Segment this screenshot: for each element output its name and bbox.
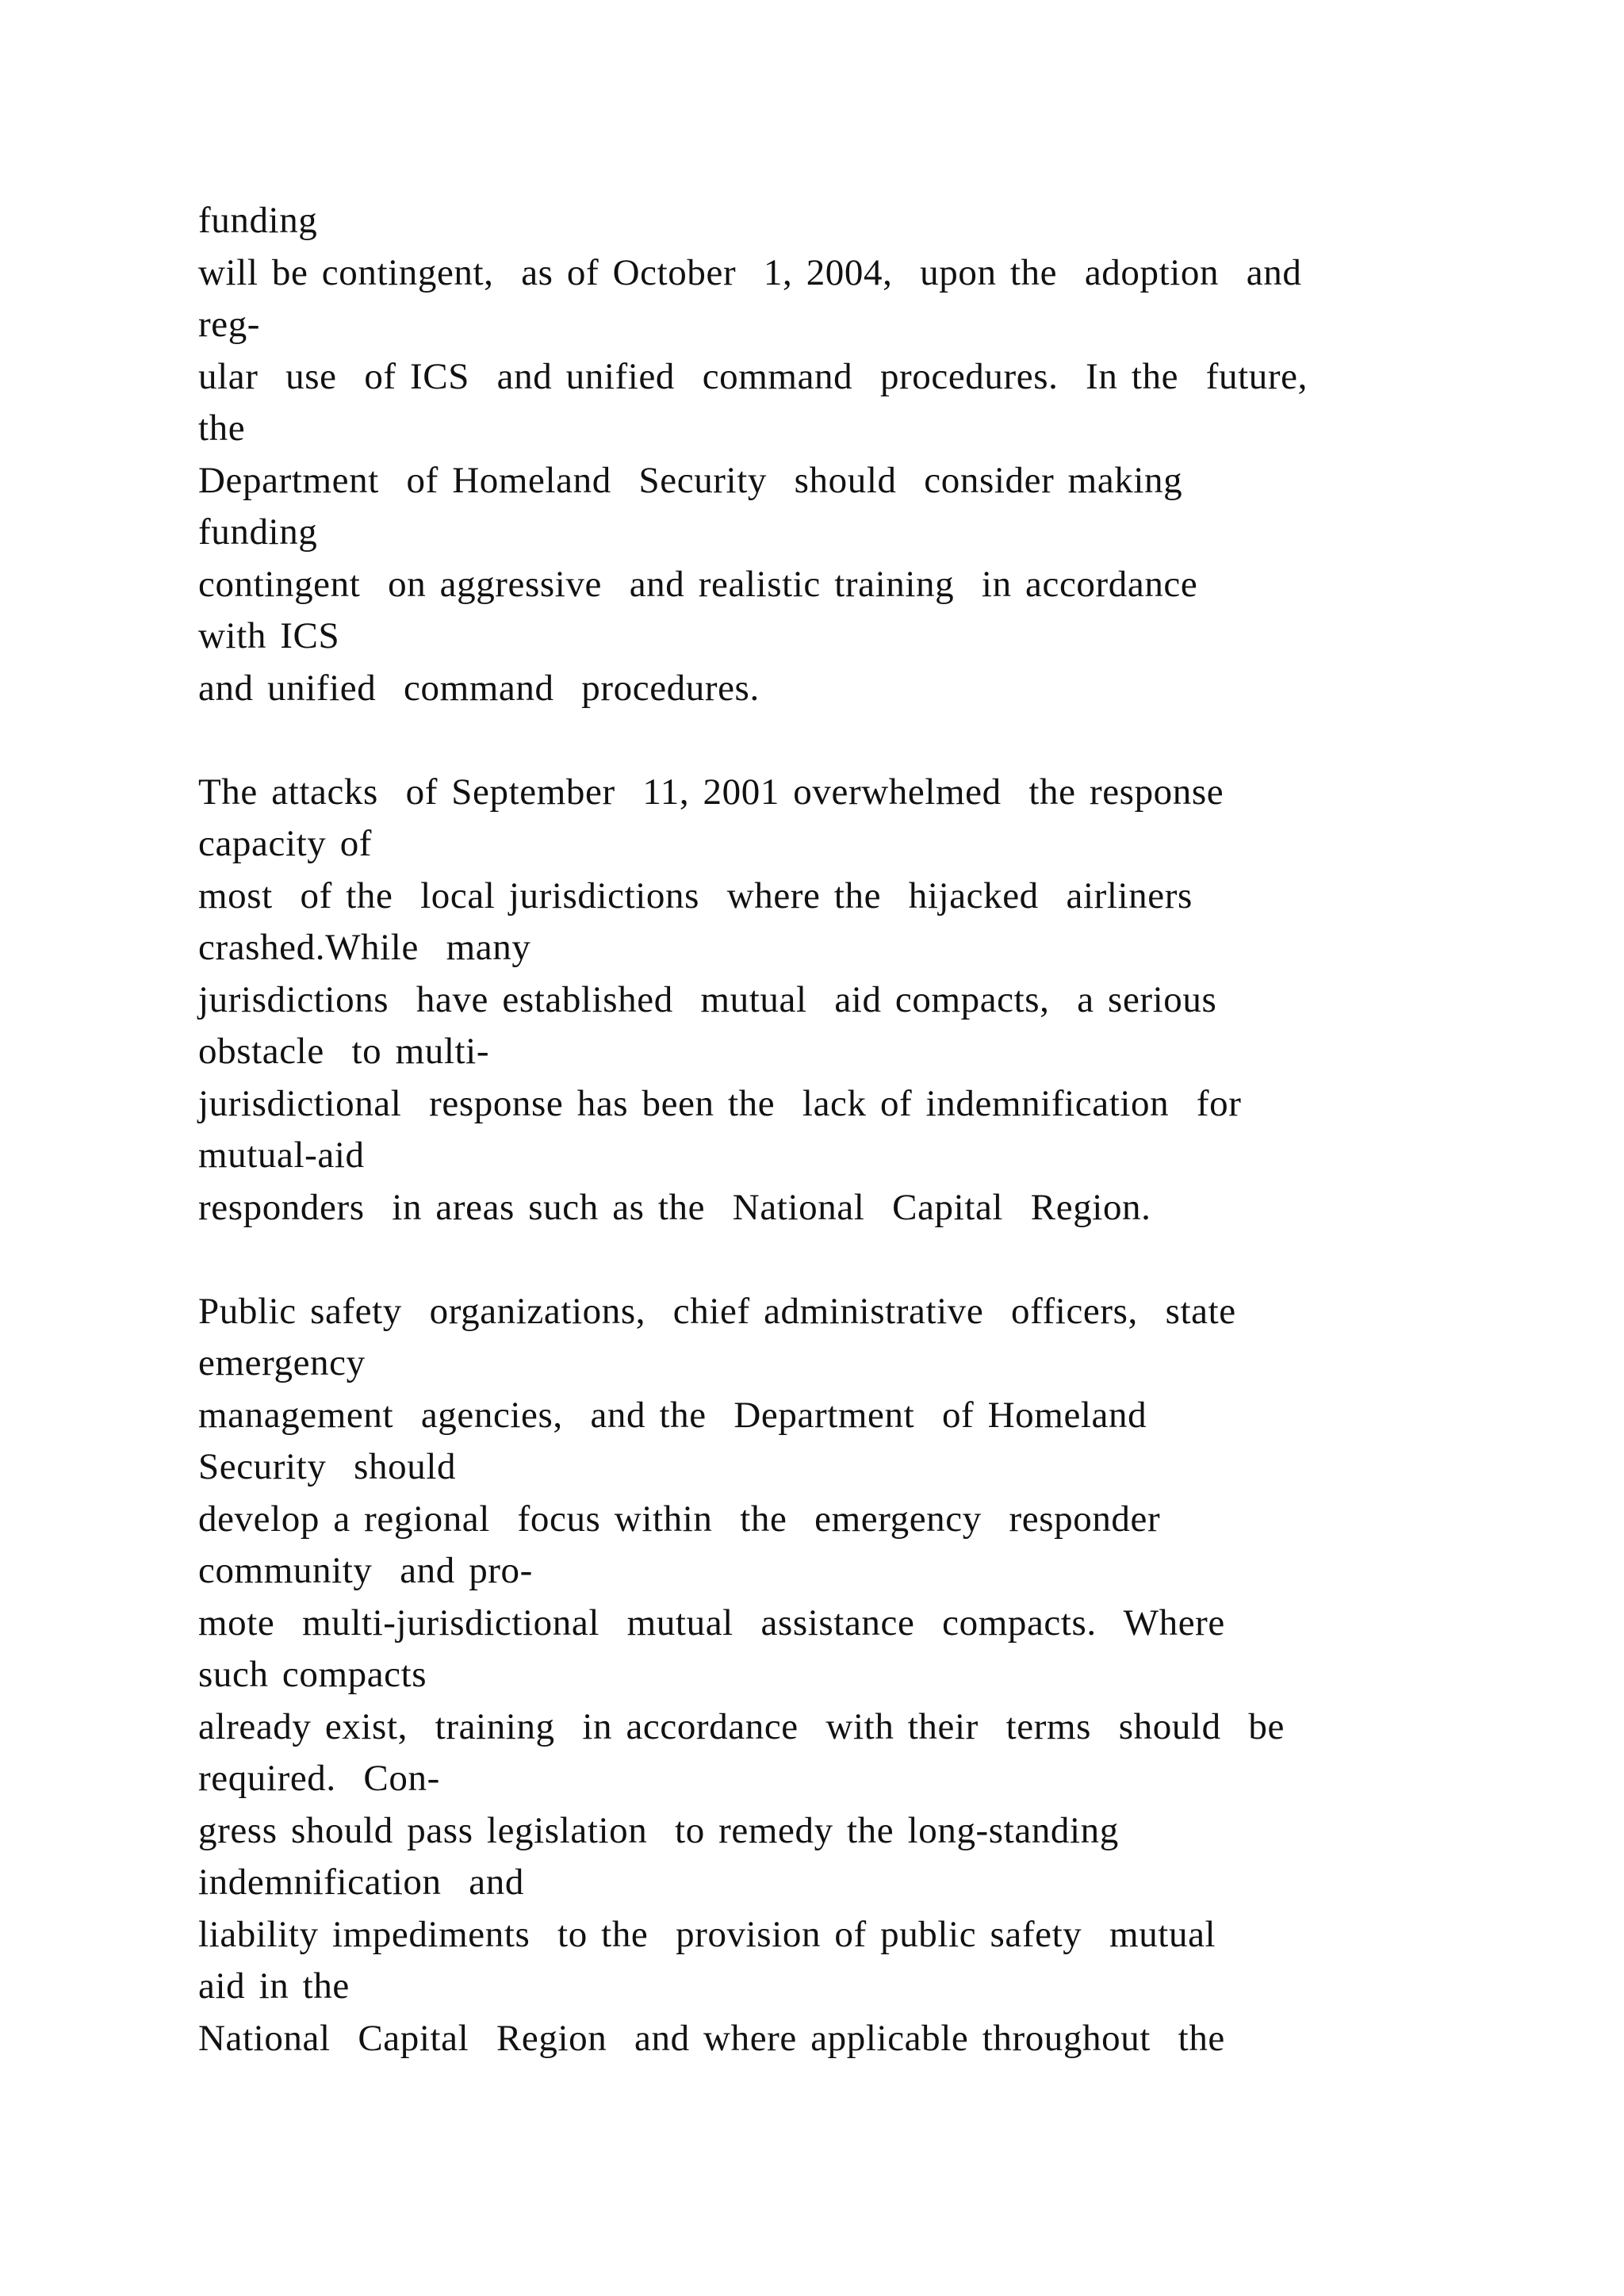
text-line: will be contingent, as of October 1, 2004, upon the adoption and [198, 251, 1302, 293]
text-line: aid in the [198, 1965, 350, 2007]
text-line: jurisdictions have established mutual aid compacts, a serious [198, 978, 1217, 1020]
paragraph-gap [198, 1234, 1546, 1286]
text-line: gress should pass legislation to remedy the long-standing [198, 1809, 1119, 1851]
paragraph [198, 195, 1546, 714]
text-line: required. Con- [198, 1758, 440, 1799]
text-line: mote multi-jurisdictional mutual assistance compacts. Where [198, 1601, 1225, 1644]
text-line: funding [198, 200, 318, 241]
text-line: such compacts [198, 1654, 427, 1695]
text-line: already exist, training in accordance with their terms should be [198, 1705, 1285, 1747]
text-line: responders in areas such as the National Capital Region. [198, 1186, 1151, 1228]
text-line: crashed.While many [198, 927, 531, 968]
paragraph [198, 1286, 1546, 2065]
text-line: jurisdictional response has been the lack of indemnification for [198, 1082, 1242, 1124]
text-line: The attacks of September 11, 2001 overwhelmed the response [198, 771, 1224, 813]
text-line: National Capital Region and where applicable throughout the [198, 2017, 1225, 2059]
text-line: community and pro- [198, 1550, 533, 1591]
text-line: emergency [198, 1342, 366, 1383]
text-line: management agencies, and the Department of Homeland [198, 1394, 1147, 1436]
body-text [198, 195, 1546, 2064]
text-line: most of the local jurisdictions where the hijacked airliners [198, 874, 1193, 916]
paragraph [198, 767, 1546, 1234]
text-line: with ICS [198, 615, 340, 656]
text-line: ular use of ICS and unified command procedures. In the future, [198, 355, 1308, 397]
text-line: mutual-aid [198, 1135, 365, 1176]
text-line: funding [198, 511, 318, 553]
text-line: indemnification and [198, 1862, 524, 1903]
text-line: develop a regional focus within the emergency responder [198, 1498, 1161, 1540]
text-line: Department of Homeland Security should consider making [198, 459, 1183, 501]
text-line: the [198, 408, 246, 449]
text-line: reg- [198, 304, 261, 345]
text-line: contingent on aggressive and realistic training in accordance [198, 563, 1198, 605]
text-line: capacity of [198, 823, 373, 864]
text-line: obstacle to multi- [198, 1031, 490, 1072]
text-line: and unified command procedures. [198, 667, 760, 709]
text-line: Security should [198, 1446, 457, 1487]
text-line: Public safety organizations, chief administrative officers, state [198, 1290, 1236, 1332]
text-line: liability impediments to the provision of public safety mutual [198, 1913, 1216, 1955]
paragraph-gap [198, 714, 1546, 767]
